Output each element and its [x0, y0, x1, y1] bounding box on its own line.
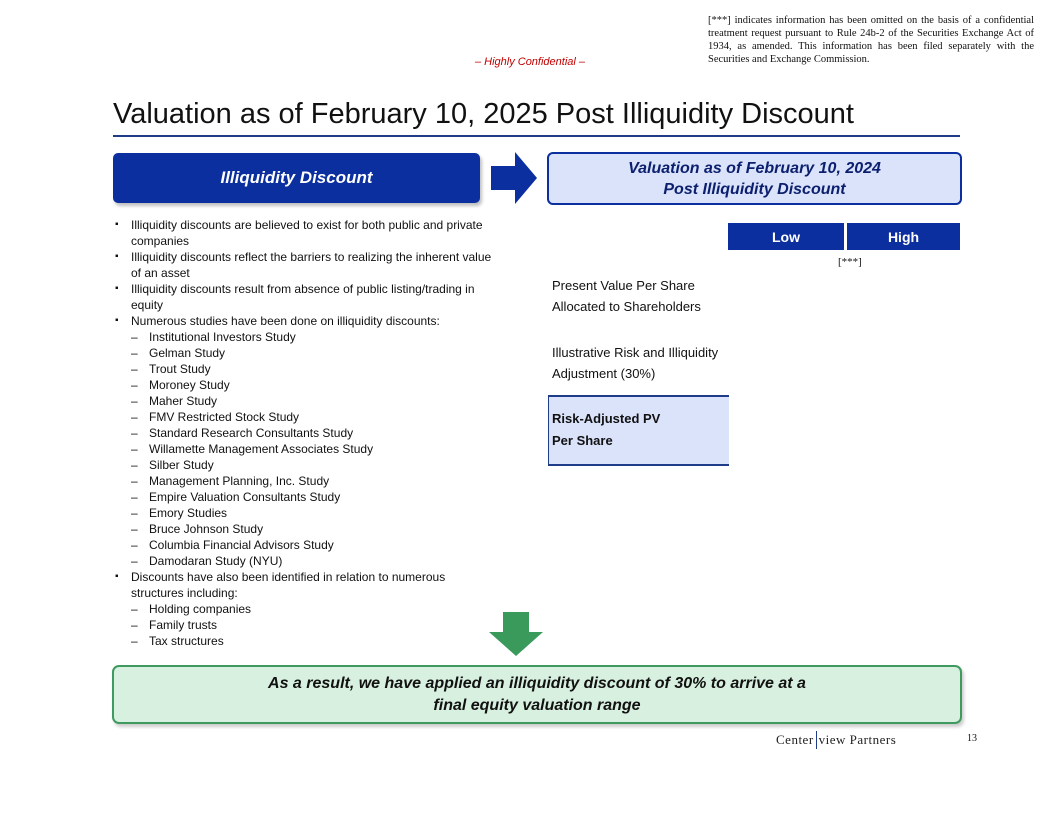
study-item: – Silber Study — [113, 457, 493, 473]
confidentiality-notice: [***] indicates information has been omitted on the basis of a confidential treatment request pursuant to Rule 24b-2 of the Securities Exchange Act of 1934, as amended. This information has been filed separately with the Securities and Exchange Commission. — [708, 15, 1034, 65]
study-item: – Damodaran Study (NYU) — [113, 553, 493, 569]
study-item: – Willamette Management Associates Study — [113, 441, 493, 457]
bullet-item: ▪ Discounts have also been identified in relation to numerous structures including: — [113, 569, 493, 601]
logo-text-left: Center — [776, 732, 814, 747]
bullet-item: ▪ Numerous studies have been done on illiquidity discounts: — [113, 313, 493, 329]
structure-item: – Holding companies — [113, 601, 493, 617]
page-number: 13 — [967, 733, 977, 744]
valuation-heading-line1: Valuation as of February 10, 2024 — [628, 159, 881, 177]
result-line1: As a result, we have applied an illiquidity discount of 30% to arrive at a — [268, 674, 806, 692]
study-item: – Emory Studies — [113, 505, 493, 521]
study-item: – Empire Valuation Consultants Study — [113, 489, 493, 505]
right-arrow-icon — [491, 152, 537, 204]
study-item: – Trout Study — [113, 361, 493, 377]
study-item: – Columbia Financial Advisors Study — [113, 537, 493, 553]
down-arrow-icon — [489, 612, 543, 656]
study-item: – Standard Research Consultants Study — [113, 425, 493, 441]
study-item: – Management Planning, Inc. Study — [113, 473, 493, 489]
centerview-logo — [776, 731, 896, 749]
logo-divider — [816, 731, 817, 749]
study-item: – Bruce Johnson Study — [113, 521, 493, 537]
row-label-line: Allocated to Shareholders — [552, 299, 701, 314]
bullet-item: ▪ Illiquidity discounts result from absence of public listing/trading in equity — [113, 281, 493, 313]
logo-text-right: view Partners — [818, 732, 897, 747]
title-divider — [113, 135, 960, 137]
row-label-risk-adjustment — [552, 342, 718, 384]
bullet-item: ▪ Illiquidity discounts are believed to exist for both public and private companies — [113, 217, 493, 249]
row-label-line: Adjustment (30%) — [552, 366, 656, 381]
redacted-marker: [***] — [838, 256, 862, 268]
bullet-item: ▪ Illiquidity discounts reflect the barriers to realizing the inherent value of an asset — [113, 249, 493, 281]
page-title: Valuation as of February 10, 2025 Post Illiquidity Discount — [113, 98, 854, 130]
study-item: – Maher Study — [113, 393, 493, 409]
structure-item: – Tax structures — [113, 633, 493, 649]
result-callout — [112, 665, 962, 724]
column-header-low: Low — [728, 223, 844, 250]
row-label-present-value — [552, 275, 701, 317]
study-item: – Moroney Study — [113, 377, 493, 393]
row-label-risk-adjusted-pv — [552, 408, 660, 452]
illiquidity-discount-heading-text: Illiquidity Discount — [220, 168, 373, 187]
structure-item: – Family trusts — [113, 617, 493, 633]
study-item: – Gelman Study — [113, 345, 493, 361]
row-label-line: Present Value Per Share — [552, 278, 695, 293]
study-item: – Institutional Investors Study — [113, 329, 493, 345]
highly-confidential-label: – Highly Confidential – — [474, 56, 586, 68]
row-label-line: Illustrative Risk and Illiquidity — [552, 345, 719, 360]
result-line2: final equity valuation range — [433, 696, 641, 714]
column-header-high: High — [847, 223, 960, 250]
row-label-line: Per Share — [552, 433, 613, 448]
illiquidity-bullet-list — [113, 217, 493, 649]
valuation-heading-line2: Post Illiquidity Discount — [663, 180, 846, 198]
valuation-heading — [547, 152, 962, 205]
illiquidity-discount-heading — [113, 153, 480, 203]
row-label-line: Risk-Adjusted PV — [552, 411, 661, 426]
study-item: – FMV Restricted Stock Study — [113, 409, 493, 425]
